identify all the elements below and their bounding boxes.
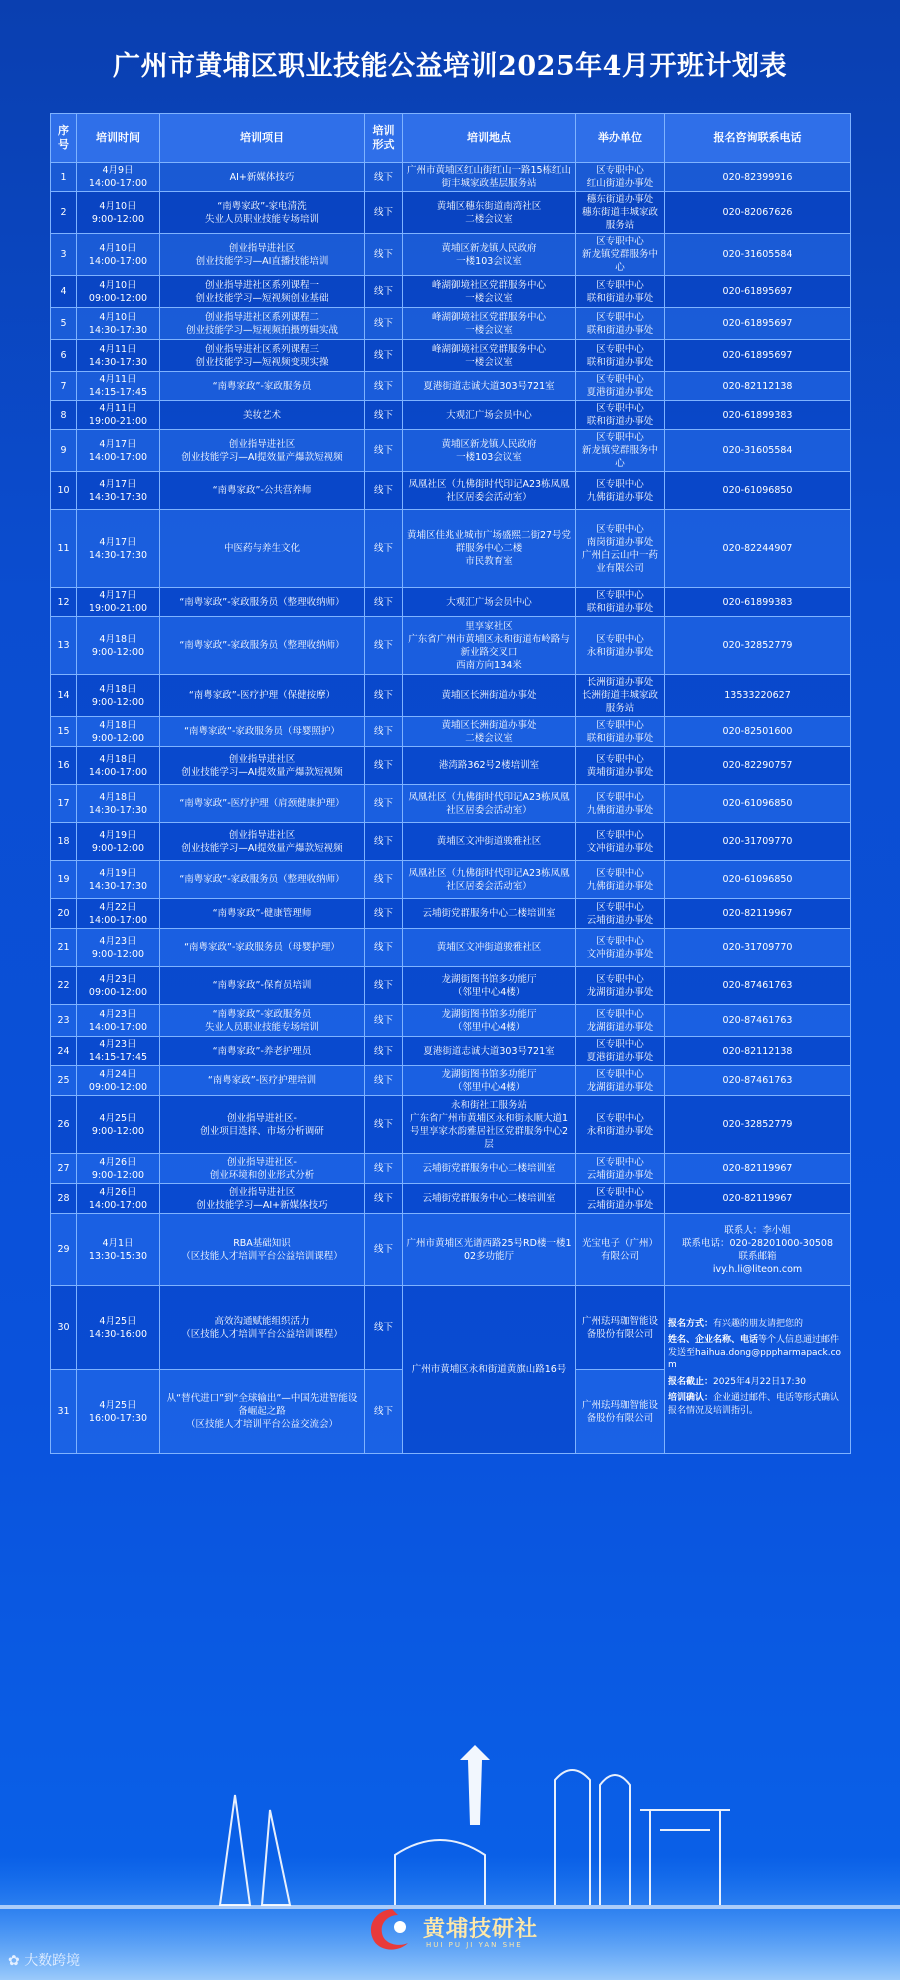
cell-project: “南粤家政”-家政服务员（整理收纳师） [160,588,365,617]
cell-phone: 020-82290757 [665,747,851,785]
cell-org: 区专职中心 南岗街道办事处 广州白云山中一药业有限公司 [576,510,665,588]
cell-form: 线下 [365,372,403,401]
note-label: 报名方式： [668,1318,714,1329]
cell-form: 线下 [365,1214,403,1286]
cell-no: 12 [51,588,77,617]
cell-place: 黄埔区佳兆业城市广场盛熙二街27号党群服务中心二楼 市民教育室 [403,510,576,588]
cell-phone: 020-31605584 [665,430,851,472]
cell-project: 创业指导进社区 创业技能学习—AI提效量产爆款短视频 [160,430,365,472]
cell-org: 区专职中心 永和街道办事处 [576,1096,665,1154]
cell-org: 区专职中心 联和街道办事处 [576,717,665,747]
cell-place: 峰湖御境社区党群服务中心 一楼会议室 [403,308,576,340]
table-row [51,1214,851,1286]
logo-subtitle: HUI PU JI YAN SHE [426,1941,523,1949]
cell-place: 黄埔区长洲街道办事处 [403,675,576,717]
table-row [51,1286,851,1370]
table-row [51,899,851,929]
cell-project: 从“替代进口”到“全球输出”—中国先进智能设备崛起之路 （区技能人才培训平台公益交流会） [160,1370,365,1454]
cell-project: 中医药与养生文化 [160,510,365,588]
cell-no: 28 [51,1184,77,1214]
cell-project: 创业指导进社区 创业技能学习—AI提效量产爆款短视频 [160,823,365,861]
cell-project: 创业指导进社区系列课程二 创业技能学习—短视频拍摄剪辑实战 [160,308,365,340]
cell-phone: 020-32852779 [665,1096,851,1154]
cell-project: “南粤家政”-养老护理员 [160,1037,365,1066]
cell-phone: 020-87461763 [665,967,851,1005]
cell-no: 10 [51,472,77,510]
cell-place: 峰湖御境社区党群服务中心 一楼会议室 [403,340,576,372]
cell-time: 4月11日 19:00-21:00 [77,401,160,430]
cell-time: 4月19日 14:30-17:30 [77,861,160,899]
cell-project: 创业指导进社区 创业技能学习—AI直播技能培训 [160,234,365,276]
cell-org: 区专职中心 云埔街道办事处 [576,1184,665,1214]
cell-project: “南粤家政”-家政服务员（整理收纳师） [160,861,365,899]
cell-place: 龙湖街图书馆多功能厅 （邻里中心4楼） [403,1066,576,1096]
cell-place: 黄埔区新龙镇人民政府 一楼103会议室 [403,234,576,276]
cell-time: 4月19日 9:00-12:00 [77,823,160,861]
cell-time: 4月23日 09:00-12:00 [77,967,160,1005]
cell-no: 7 [51,372,77,401]
table-row [51,372,851,401]
cell-form: 线下 [365,234,403,276]
cell-project: RBA基础知识 （区技能人才培训平台公益培训课程） [160,1214,365,1286]
note-label: 姓名、企业名称、电话 [668,1335,759,1346]
cell-place: 广州市黄埔区光谱西路25号RD楼一楼102多功能厅 [403,1214,576,1286]
cell-place: 云埔街党群服务中心二楼培训室 [403,1154,576,1184]
cell-org: 区专职中心 联和街道办事处 [576,588,665,617]
cell-form: 线下 [365,308,403,340]
cell-org: 区专职中心 龙湖街道办事处 [576,967,665,1005]
cell-no: 19 [51,861,77,899]
cell-org: 区专职中心 九佛街道办事处 [576,472,665,510]
header-form: 培训形式 [365,114,403,163]
cell-project: “南粤家政”-公共营养师 [160,472,365,510]
cell-project: 创业指导进社区- 创业项目选择、市场分析调研 [160,1096,365,1154]
cell-phone: 020-82244907 [665,510,851,588]
cell-time: 4月10日 09:00-12:00 [77,276,160,308]
cell-org: 区专职中心 九佛街道办事处 [576,861,665,899]
cell-phone: 020-82112138 [665,1037,851,1066]
cell-place: 永和街社工服务站 广东省广州市黄埔区永和街永顺大道1号里享家水韵雅居社区党群服务中心2层 [403,1096,576,1154]
cell-time: 4月17日 14:30-17:30 [77,472,160,510]
table-row [51,163,851,192]
table-row [51,617,851,675]
cell-no: 26 [51,1096,77,1154]
cell-form: 线下 [365,899,403,929]
table-row [51,192,851,234]
cell-no: 29 [51,1214,77,1286]
header-project: 培训项目 [160,114,365,163]
cell-form: 线下 [365,1370,403,1454]
cell-no: 5 [51,308,77,340]
cell-form: 线下 [365,675,403,717]
cell-phone: 020-32852779 [665,617,851,675]
cell-form: 线下 [365,510,403,588]
header-org: 举办单位 [576,114,665,163]
cell-org: 区专职中心 新龙镇党群服务中心 [576,430,665,472]
cell-form: 线下 [365,1184,403,1214]
cell-no: 31 [51,1370,77,1454]
table-header-row [51,114,851,163]
cell-no: 23 [51,1005,77,1037]
table-row [51,1037,851,1066]
cell-project: “南粤家政”-家政服务员（母婴护理） [160,929,365,967]
cell-place: 黄埔区文冲街道骏雅社区 [403,929,576,967]
table-row [51,401,851,430]
cell-org: 区专职中心 夏港街道办事处 [576,372,665,401]
cell-place: 广州市黄埔区永和街道黄旗山路16号 [403,1286,576,1454]
cell-org: 光宝电子（广州）有限公司 [576,1214,665,1286]
cell-project: “南粤家政”-医疗护理（肩颈健康护理） [160,785,365,823]
page-title: 广州市黄埔区职业技能公益培训2025年4月开班计划表 [113,51,787,82]
cell-phone: 020-82119967 [665,1154,851,1184]
cell-form: 线下 [365,861,403,899]
table-row [51,588,851,617]
cell-time: 4月22日 14:00-17:00 [77,899,160,929]
cell-time: 4月18日 9:00-12:00 [77,717,160,747]
cell-place: 夏港街道志诚大道303号721室 [403,372,576,401]
header-place: 培训地点 [403,114,576,163]
cell-phone: 020-61895697 [665,340,851,372]
cell-place: 夏港街道志诚大道303号721室 [403,1037,576,1066]
cell-org: 区专职中心 红山街道办事处 [576,163,665,192]
cell-time: 4月25日 14:30-16:00 [77,1286,160,1370]
watermark-text: 大数跨境 [24,1953,81,1969]
note-text: 2025年4月22日17:30 [713,1376,807,1387]
cell-org: 区专职中心 黄埔街道办事处 [576,747,665,785]
cell-project: 创业指导进社区- 创业环境和创业形式分析 [160,1154,365,1184]
cell-no: 15 [51,717,77,747]
cell-time: 4月18日 9:00-12:00 [77,617,160,675]
cell-project: “南粤家政”-健康管理师 [160,899,365,929]
cell-phone: 020-61899383 [665,588,851,617]
cell-no: 18 [51,823,77,861]
cell-form: 线下 [365,823,403,861]
cell-form: 线下 [365,163,403,192]
cell-org: 区专职中心 新龙镇党群服务中心 [576,234,665,276]
cell-project: “南粤家政”-医疗护理（保健按摩） [160,675,365,717]
note-label: 培训确认： [668,1393,714,1404]
cell-no: 22 [51,967,77,1005]
table-row [51,1066,851,1096]
cell-form: 线下 [365,717,403,747]
cell-time: 4月11日 14:30-17:30 [77,340,160,372]
cell-form: 线下 [365,472,403,510]
cell-no: 8 [51,401,77,430]
cell-org: 区专职中心 夏港街道办事处 [576,1037,665,1066]
note-text: 有兴趣的朋友请把您的 [713,1318,804,1329]
cell-org: 区专职中心 龙湖街道办事处 [576,1005,665,1037]
table-row [51,276,851,308]
table-row [51,510,851,588]
cell-org: 区专职中心 联和街道办事处 [576,401,665,430]
cell-no: 14 [51,675,77,717]
cell-form: 线下 [365,401,403,430]
cell-form: 线下 [365,747,403,785]
cell-phone: 020-61096850 [665,861,851,899]
cell-project: 美妆艺术 [160,401,365,430]
cell-org: 区专职中心 永和街道办事处 [576,617,665,675]
table-row [51,967,851,1005]
cell-time: 4月17日 19:00-21:00 [77,588,160,617]
cell-place: 大观汇广场会员中心 [403,588,576,617]
note-text: 企业通过邮件、电话等形式确认报名情况及培训指引。 [668,1393,840,1416]
cell-phone: 020-31709770 [665,929,851,967]
cell-no: 25 [51,1066,77,1096]
cell-phone: 020-31605584 [665,234,851,276]
note-text: 等个人信息通过邮件发送至haihua.dong@pppharmapack.com [668,1335,842,1371]
cell-time: 4月26日 14:00-17:00 [77,1184,160,1214]
cell-phone: 020-82119967 [665,1184,851,1214]
cell-time: 4月18日 14:00-17:00 [77,747,160,785]
cell-project: “南粤家政”-医疗护理培训 [160,1066,365,1096]
cell-org: 区专职中心 文冲街道办事处 [576,929,665,967]
cell-phone: 020-61899383 [665,401,851,430]
cell-time: 4月24日 09:00-12:00 [77,1066,160,1096]
cell-org: 区专职中心 云埔街道办事处 [576,899,665,929]
table-row [51,823,851,861]
cell-place: 港湾路362号2楼培训室 [403,747,576,785]
cell-phone: 020-82067626 [665,192,851,234]
cell-place: 黄埔区新龙镇人民政府 一楼103会议室 [403,430,576,472]
cell-time: 4月23日 14:00-17:00 [77,1005,160,1037]
cell-place: 黄埔区长洲街道办事处 二楼会议室 [403,717,576,747]
cell-place: 凤凰社区（九佛街时代印记A23栋凤凰社区居委会活动室） [403,785,576,823]
cell-org: 长洲街道办事处 长洲街道丰城家政服务站 [576,675,665,717]
cell-form: 线下 [365,1005,403,1037]
cell-phone: 020-82112138 [665,372,851,401]
table-row [51,1096,851,1154]
logo-icon [362,1905,420,1955]
cell-org: 区专职中心 联和街道办事处 [576,308,665,340]
cell-place: 龙湖街图书馆多功能厅 （邻里中心4楼） [403,1005,576,1037]
cell-place: 广州市黄埔区红山街红山一路15栋红山街丰城家政基层服务站 [403,163,576,192]
cell-form: 线下 [365,617,403,675]
cell-no: 1 [51,163,77,192]
cell-time: 4月9日 14:00-17:00 [77,163,160,192]
cell-time: 4月10日 9:00-12:00 [77,192,160,234]
cell-org: 区专职中心 云埔街道办事处 [576,1154,665,1184]
cell-place: 云埔街党群服务中心二楼培训室 [403,1184,576,1214]
cell-form: 线下 [365,1066,403,1096]
cell-project: 创业指导进社区系列课程一 创业技能学习—短视频创业基础 [160,276,365,308]
cell-place: 凤凰社区（九佛街时代印记A23栋凤凰社区居委会活动室） [403,472,576,510]
cell-form: 线下 [365,967,403,1005]
header-phone: 报名咨询联系电话 [665,114,851,163]
table-row [51,430,851,472]
cell-phone: 020-61895697 [665,276,851,308]
cell-phone: 020-61895697 [665,308,851,340]
cell-no: 20 [51,899,77,929]
table-row [51,675,851,717]
cell-form: 线下 [365,785,403,823]
cell-phone: 020-61096850 [665,472,851,510]
cell-org: 广州珐玛珈智能设备股份有限公司 [576,1370,665,1454]
note-line [668,1376,847,1389]
cell-place: 黄埔区穗东街道南湾社区 二楼会议室 [403,192,576,234]
cell-no: 11 [51,510,77,588]
table-row [51,308,851,340]
registration-note [665,1286,851,1454]
cell-org: 区专职中心 联和街道办事处 [576,276,665,308]
cell-form: 线下 [365,1286,403,1370]
cell-no: 27 [51,1154,77,1184]
cell-org: 区专职中心 龙湖街道办事处 [576,1066,665,1096]
cell-form: 线下 [365,340,403,372]
cell-place: 龙湖街图书馆多功能厅 （邻里中心4楼） [403,967,576,1005]
cell-phone: 020-31709770 [665,823,851,861]
cell-no: 16 [51,747,77,785]
cell-time: 4月17日 14:30-17:30 [77,510,160,588]
cell-phone: 020-82399916 [665,163,851,192]
table-row [51,861,851,899]
table-row [51,785,851,823]
cell-no: 2 [51,192,77,234]
cell-place: 里享家社区 广东省广州市黄埔区永和街道布岭路与新业路交叉口 西南方向134米 [403,617,576,675]
training-plan-table [50,113,851,1454]
cell-project: “南粤家政”-保育员培训 [160,967,365,1005]
cell-form: 线下 [365,929,403,967]
cell-phone: 联系人：李小姐 联系电话：020-28201000-30508 联系邮箱 ivy.h.li@liteon.com [665,1214,851,1286]
table-row [51,1005,851,1037]
cell-no: 4 [51,276,77,308]
cell-project: 高效沟通赋能组织活力 （区技能人才培训平台公益培训课程） [160,1286,365,1370]
cell-time: 4月18日 14:30-17:30 [77,785,160,823]
cell-org: 穗东街道办事处 穗东街道丰城家政服务站 [576,192,665,234]
cell-no: 17 [51,785,77,823]
note-line [668,1334,847,1372]
cell-phone: 020-82501600 [665,717,851,747]
cell-time: 4月18日 9:00-12:00 [77,675,160,717]
cell-phone: 020-82119967 [665,899,851,929]
cell-project: “南粤家政”-家政服务员（母婴照护） [160,717,365,747]
cell-time: 4月25日 9:00-12:00 [77,1096,160,1154]
cell-form: 线下 [365,192,403,234]
cell-place: 大观汇广场会员中心 [403,401,576,430]
table-row [51,234,851,276]
cell-time: 4月10日 14:30-17:30 [77,308,160,340]
cell-project: “南粤家政”-家政服务员 失业人员职业技能专场培训 [160,1005,365,1037]
cell-form: 线下 [365,1096,403,1154]
note-label: 报名截止： [668,1376,714,1387]
cell-time: 4月1日 13:30-15:30 [77,1214,160,1286]
cell-phone: 020-87461763 [665,1066,851,1096]
cell-no: 6 [51,340,77,372]
cell-time: 4月26日 9:00-12:00 [77,1154,160,1184]
cell-project: “南粤家政”-家电清洗 失业人员职业技能专场培训 [160,192,365,234]
cell-org: 区专职中心 九佛街道办事处 [576,785,665,823]
note-line [668,1318,847,1331]
table-body [51,163,851,1454]
cell-place: 凤凰社区（九佛街时代印记A23栋凤凰社区居委会活动室） [403,861,576,899]
table-row [51,340,851,372]
cell-time: 4月10日 14:00-17:00 [77,234,160,276]
header-time: 培训时间 [77,114,160,163]
cell-org: 区专职中心 文冲街道办事处 [576,823,665,861]
table-row [51,717,851,747]
table-row [51,472,851,510]
cell-form: 线下 [365,588,403,617]
table-row [51,1184,851,1214]
cell-time: 4月23日 14:15-17:45 [77,1037,160,1066]
cell-time: 4月17日 14:00-17:00 [77,430,160,472]
cell-no: 30 [51,1286,77,1370]
cell-no: 24 [51,1037,77,1066]
cell-phone: 020-87461763 [665,1005,851,1037]
header-no: 序号 [51,114,77,163]
cell-place: 峰湖御境社区党群服务中心 一楼会议室 [403,276,576,308]
cell-place: 云埔街党群服务中心二楼培训室 [403,899,576,929]
cell-project: AI+新媒体技巧 [160,163,365,192]
cell-project: 创业指导进社区系列课程三 创业技能学习—短视频变现实操 [160,340,365,372]
cell-no: 13 [51,617,77,675]
watermark [8,1950,80,1970]
note-line [668,1392,847,1417]
cell-form: 线下 [365,1037,403,1066]
cell-project: “南粤家政”-家政服务员（整理收纳师） [160,617,365,675]
table-row [51,929,851,967]
cell-org: 区专职中心 联和街道办事处 [576,340,665,372]
cell-time: 4月25日 16:00-17:30 [77,1370,160,1454]
cell-no: 21 [51,929,77,967]
logo-text: 黄埔技研社 [423,1916,539,1942]
cell-form: 线下 [365,276,403,308]
table-row [51,1154,851,1184]
cell-org: 广州珐玛珈智能设备股份有限公司 [576,1286,665,1370]
watermark-icon: ✿ [8,1953,25,1969]
cell-no: 3 [51,234,77,276]
cell-phone: 020-61096850 [665,785,851,823]
table-row [51,747,851,785]
cell-phone: 13533220627 [665,675,851,717]
cell-place: 黄埔区文冲街道骏雅社区 [403,823,576,861]
cell-project: 创业指导进社区 创业技能学习—AI提效量产爆款短视频 [160,747,365,785]
cell-no: 9 [51,430,77,472]
cell-project: 创业指导进社区 创业技能学习—AI+新媒体技巧 [160,1184,365,1214]
cell-form: 线下 [365,1154,403,1184]
cell-time: 4月11日 14:15-17:45 [77,372,160,401]
cell-form: 线下 [365,430,403,472]
cell-project: “南粤家政”-家政服务员 [160,372,365,401]
cell-time: 4月23日 9:00-12:00 [77,929,160,967]
